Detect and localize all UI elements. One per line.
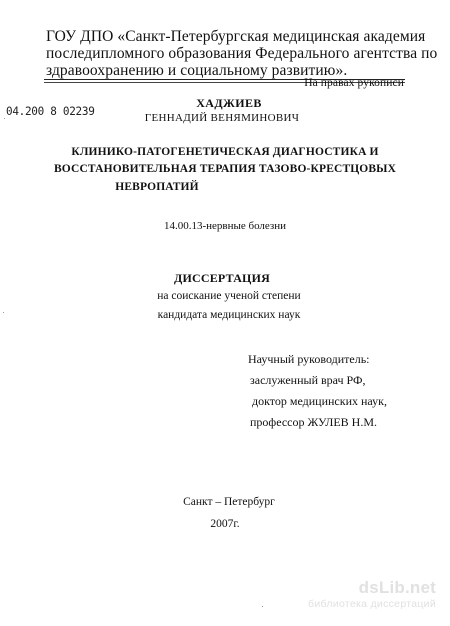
institution-line-1: ГОУ ДПО «Санкт-Петербургская медицинская академия — [46, 28, 426, 45]
scan-speck — [262, 606, 263, 607]
manuscript-note: На правах рукописи — [304, 77, 404, 89]
supervisor-line-1: заслуженный врач РФ, — [250, 373, 366, 387]
watermark-logo: dsLib.net — [358, 578, 436, 597]
year: 2007г. — [210, 518, 240, 530]
degree-line-1: на соискание ученой степени — [157, 290, 301, 302]
institution-line-3: здравоохранению и социальному развитию». — [46, 62, 348, 79]
supervisor-line-2: доктор медицинских наук, — [252, 394, 387, 408]
scan-speck — [3, 312, 4, 313]
dissertation-heading: ДИССЕРТАЦИЯ — [173, 271, 270, 285]
watermark-text: библиотека диссертаций — [308, 598, 436, 610]
thesis-title-line-3: НЕВРОПАТИЙ — [115, 181, 199, 193]
city: Санкт – Петербург — [183, 496, 275, 508]
scan-speck — [4, 118, 5, 119]
library-code: 04.200 8 02239 — [6, 104, 95, 119]
institution-line-2: последипломного образования Федерального агентства по — [46, 45, 438, 62]
thesis-title-line-2: ВОССТАНОВИТЕЛЬНАЯ ТЕРАПИЯ ТАЗОВО-КРЕСТЦОВЫХ — [53, 163, 397, 175]
supervisor-label: Научный руководитель: — [248, 352, 370, 366]
thesis-title-line-1: КЛИНИКО-ПАТОГЕНЕТИЧЕСКАЯ ДИАГНОСТИКА И — [71, 146, 379, 158]
degree-line-2: кандидата медицинских наук — [157, 309, 301, 321]
specialty-code: 14.00.13-нервные болезни — [163, 220, 287, 232]
supervisor-line-3: профессор ЖУЛЕВ Н.М. — [250, 415, 378, 429]
author-surname: ХАДЖИЕВ — [196, 96, 262, 110]
author-name: ГЕННАДИЙ ВЕНЯМИНОВИЧ — [144, 112, 300, 124]
